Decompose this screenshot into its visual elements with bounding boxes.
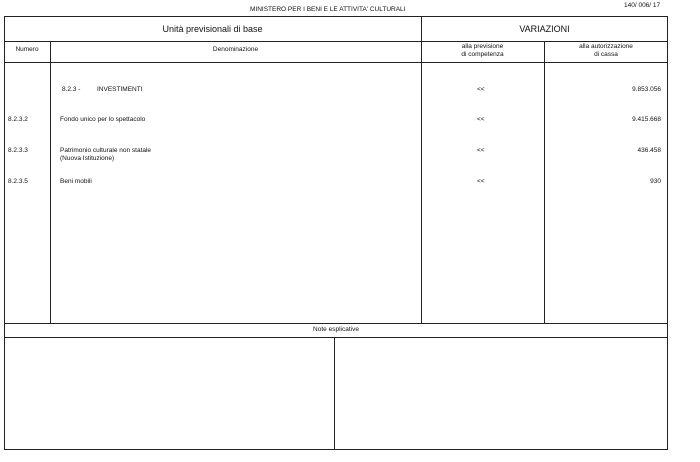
variazioni-title: VARIAZIONI bbox=[519, 24, 570, 34]
row-2-previsione: << bbox=[477, 147, 485, 154]
col-header-denominazione: Denominazione bbox=[212, 46, 259, 53]
row-0-cassa: 9.853.056 bbox=[632, 86, 661, 93]
row-2-numero: 8.2.3.3 bbox=[8, 147, 28, 154]
header-divider bbox=[4, 41, 668, 42]
notes-top-divider bbox=[4, 323, 668, 324]
notes-left-box bbox=[5, 338, 334, 449]
unit-title: Unità previsionali di base bbox=[162, 24, 263, 34]
row-3-numero: 8.2.3.5 bbox=[8, 178, 28, 185]
col-divider-numero bbox=[50, 41, 51, 323]
col-header-cassa-line1: alla autorizzazione bbox=[579, 43, 633, 50]
ministry-title: MINISTERO PER I BENI E LE ATTIVITA' CULTURALI bbox=[250, 6, 406, 13]
row-3-previsione: << bbox=[477, 178, 485, 185]
row-1-cassa: 9.415.668 bbox=[632, 116, 661, 123]
row-2-cassa: 436.458 bbox=[637, 147, 661, 154]
notes-right-box bbox=[335, 338, 667, 449]
notes-title: Note esplicative bbox=[313, 326, 359, 333]
col-divider-variazioni bbox=[421, 16, 422, 323]
row-1-numero: 8.2.3.2 bbox=[8, 116, 28, 123]
row-0-title: INVESTIMENTI bbox=[97, 86, 143, 93]
page-code: 140/ 006/ 17 bbox=[624, 2, 661, 9]
col-header-cassa-line2: di cassa bbox=[594, 51, 618, 58]
col-header-previsione-line2: di competenza bbox=[461, 51, 504, 58]
row-1-previsione: << bbox=[477, 116, 485, 123]
row-2-denominazione-note: (Nuova Istituzione) bbox=[60, 155, 115, 162]
col-header-numero: Numero bbox=[15, 46, 39, 53]
row-2-denominazione: Patrimonio culturale non statale bbox=[60, 147, 152, 154]
row-0-code: 8.2.3 - bbox=[62, 86, 81, 93]
col-header-previsione-line1: alla previsione bbox=[461, 43, 504, 50]
row-3-cassa: 930 bbox=[650, 178, 661, 185]
row-3-denominazione: Beni mobili bbox=[60, 178, 92, 185]
column-header-divider bbox=[4, 62, 668, 63]
col-divider-cassa bbox=[544, 41, 545, 323]
row-1-denominazione: Fondo unico per lo spettacolo bbox=[60, 116, 146, 123]
row-0-previsione: << bbox=[477, 86, 485, 93]
